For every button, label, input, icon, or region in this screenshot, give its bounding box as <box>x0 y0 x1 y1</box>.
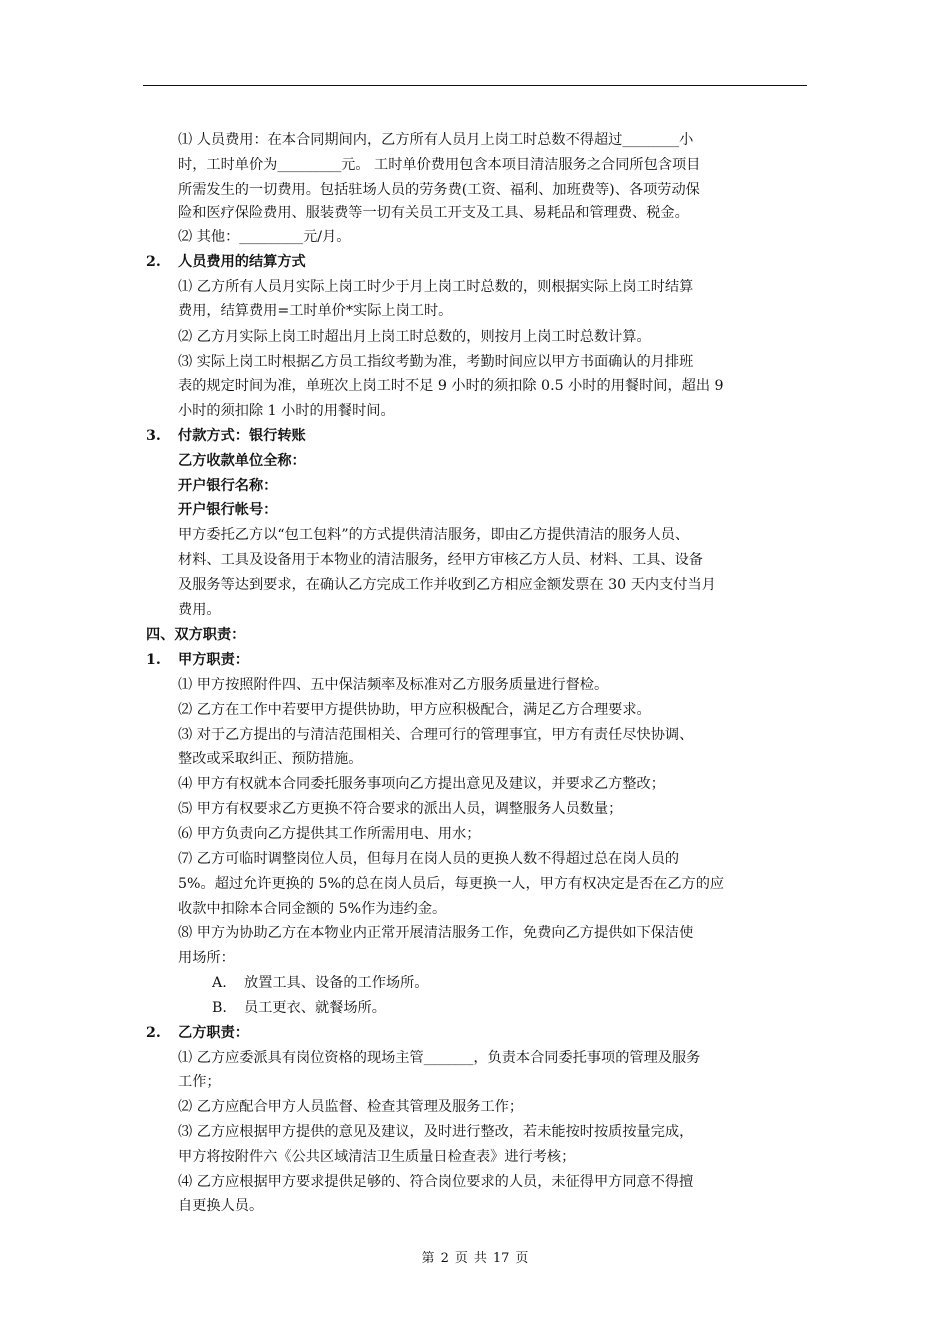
section-number: 1. <box>146 652 161 668</box>
text-line: ⑶ 乙方应根据甲方提供的意见及建议，及时进行整改，若未能按时按质按量完成， <box>178 1124 694 1140</box>
text-line: ⑴ 甲方按照附件四、五中保洁频率及标准对乙方服务质量进行督检。 <box>178 677 609 693</box>
text-line: ⑹ 甲方负责向乙方提供其工作所需用电、用水； <box>178 826 481 842</box>
text-line: ⑴ 乙方所有人员月实际上岗工时少于月上岗工时总数的，则根据实际上岗工时结算 <box>178 279 694 295</box>
text-line: 甲方委托乙方以“包工包料”的方式提供清洁服务，即由乙方提供清洁的服务人员、 <box>178 527 690 543</box>
text-line: ⑵ 乙方月实际上岗工时超出月上岗工时总数的，则按月上岗工时总数计算。 <box>178 329 651 345</box>
text-line: 5%。超过允许更换的 5%的总在岗人员后，每更换一人，甲方有权决定是否在乙方的应 <box>178 876 725 892</box>
text-line: 甲方将按附件六《公共区域清洁卫生质量日检查表》进行考核； <box>178 1149 576 1165</box>
bank-name-label: 开户银行名称： <box>178 478 278 494</box>
text-line: ⑴ 乙方应委派具有岗位资格的现场主管_______，负责本合同委托事项的管理及服务 <box>178 1050 701 1066</box>
section-heading: 乙方职责： <box>178 1025 249 1041</box>
text-line: ⑸ 甲方有权要求乙方更换不符合要求的派出人员，调整服务人员数量； <box>178 801 623 817</box>
section-heading: 人员费用的结算方式 <box>178 254 306 270</box>
text-line: 费用，结算费用=工时单价*实际上岗工时。 <box>178 303 453 319</box>
text-line: 费用。 <box>178 602 221 618</box>
text-line: 所需发生的一切费用。包括驻场人员的劳务费(工资、福利、加班费等)、各项劳动保 <box>178 182 700 198</box>
text-line: ⑶ 对于乙方提出的与清洁范围相关、合理可行的管理事宜，甲方有责任尽快协调、 <box>178 727 694 743</box>
text-line: 工作； <box>178 1074 221 1090</box>
page-total: 17 <box>492 1251 510 1266</box>
list-item: 放置工具、设备的工作场所。 <box>244 975 429 991</box>
list-item: 员工更衣、就餐场所。 <box>244 1000 386 1016</box>
text-line: 整改或采取纠正、预防措施。 <box>178 751 363 767</box>
text-line: 收款中扣除本合同金额的 5%作为违约金。 <box>178 901 447 917</box>
page-footer <box>0 1247 950 1266</box>
text-line: 及服务等达到要求，在确认乙方完成工作并收到乙方相应金额发票在 30 天内支付当月 <box>178 577 716 593</box>
text-line: ⑻ 甲方为协助乙方在本物业内正常开展清洁服务工作，免费向乙方提供如下保洁使 <box>178 925 694 941</box>
text-line: ⑵ 乙方在工作中若要甲方提供协助，甲方应积极配合，满足乙方合理要求。 <box>178 702 651 718</box>
text-line: 材料、工具及设备用于本物业的清洁服务，经甲方审核乙方人员、材料、工具、设备 <box>178 552 703 568</box>
section-heading: 甲方职责： <box>178 652 249 668</box>
section-number: 2. <box>146 1025 161 1041</box>
footer-text: 第 <box>421 1251 435 1266</box>
text-line: 险和医疗保险费用、服装费等一切有关员工开支及工具、易耗品和管理费、税金。 <box>178 205 689 221</box>
text-line: 用场所： <box>178 950 235 966</box>
text-line: ⑵ 乙方应配合甲方人员监督、检查其管理及服务工作； <box>178 1099 524 1115</box>
footer-text: 页 <box>454 1251 468 1266</box>
text-line: 表的规定时间为准，单班次上岗工时不足 9 小时的须扣除 0.5 小时的用餐时间，超出 9 <box>178 378 724 394</box>
text-line: 小时的须扣除 1 小时的用餐时间。 <box>178 403 395 419</box>
text-line: 自更换人员。 <box>178 1198 264 1214</box>
footer-text: 页 <box>515 1251 529 1266</box>
text-line: ⑶ 实际上岗工时根据乙方员工指纹考勤为准，考勤时间应以甲方书面确认的月排班 <box>178 354 694 370</box>
chapter-heading: 四、双方职责： <box>146 627 246 643</box>
section-heading: 付款方式：银行转账 <box>178 428 306 444</box>
footer-text: 共 <box>473 1251 487 1266</box>
section-number: 3. <box>146 428 161 444</box>
text-line: ⑺ 乙方可临时调整岗位人员，但每月在岗人员的更换人数不得超过总在岗人员的 <box>178 851 680 867</box>
text-line: ⑷ 甲方有权就本合同委托服务事项向乙方提出意见及建议，并要求乙方整改； <box>178 776 665 792</box>
list-marker: A. <box>212 975 227 991</box>
text-line: ⑷ 乙方应根据甲方要求提供足够的、符合岗位要求的人员，未征得甲方同意不得擅 <box>178 1174 694 1190</box>
text-line: 时，工时单价为_________元。 工时单价费用包含本项目清洁服务之合同所包含项目 <box>178 157 701 173</box>
text-line: ⑴ 人员费用：在本合同期间内，乙方所有人员月上岗工时总数不得超过________小 <box>178 132 694 148</box>
page-number: 2 <box>440 1251 449 1266</box>
bank-account-label: 开户银行帐号： <box>178 502 278 518</box>
text-line: ⑵ 其他：_________元/月。 <box>178 229 351 245</box>
list-marker: B. <box>212 1000 227 1016</box>
header-rule <box>143 85 807 86</box>
payee-name-label: 乙方收款单位全称： <box>178 453 306 469</box>
section-number: 2. <box>146 254 161 270</box>
